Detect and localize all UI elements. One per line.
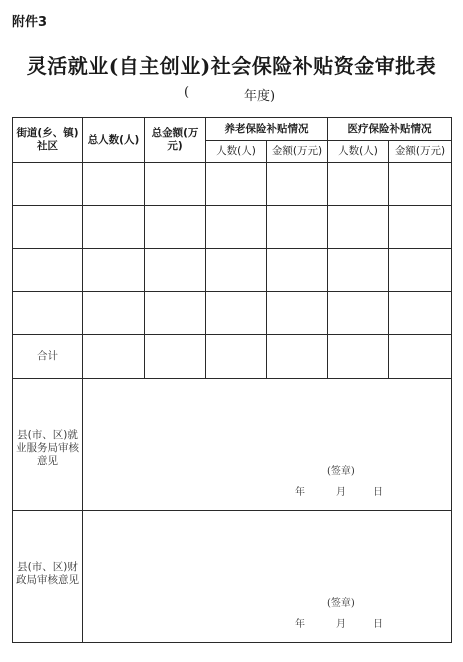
header-street: 街道(乡、镇)社区 (13, 118, 83, 163)
cell-total-amount[interactable] (145, 206, 206, 249)
cell-medical-people[interactable] (328, 163, 389, 206)
cell-medical-amount[interactable] (389, 292, 452, 335)
cell-medical-amount[interactable] (389, 249, 452, 292)
cell-street[interactable] (13, 292, 83, 335)
cell-medical-amount[interactable] (389, 206, 452, 249)
employment-bureau-seal: (签章) (327, 466, 355, 477)
finance-bureau-year: 年 (295, 619, 305, 630)
cell-pension-amount[interactable] (267, 292, 328, 335)
table-row (13, 206, 452, 249)
employment-bureau-year: 年 (295, 487, 305, 498)
cell-total-amount[interactable] (145, 249, 206, 292)
cell-pension-amount[interactable] (267, 163, 328, 206)
cell-pension-amount[interactable] (267, 249, 328, 292)
total-medical-amount-cell[interactable] (389, 335, 452, 379)
cell-street[interactable] (13, 249, 83, 292)
cell-total-people[interactable] (83, 292, 145, 335)
total-medical-people-cell[interactable] (328, 335, 389, 379)
cell-medical-people[interactable] (328, 206, 389, 249)
total-pension-people-cell[interactable] (206, 335, 267, 379)
total-amount-cell[interactable] (145, 335, 206, 379)
cell-total-people[interactable] (83, 163, 145, 206)
cell-pension-people[interactable] (206, 206, 267, 249)
year-open-paren: ( (184, 85, 190, 100)
cell-pension-amount[interactable] (267, 206, 328, 249)
attachment-label: 附件3 (12, 15, 48, 30)
header-pension-group: 养老保险补贴情况 (206, 118, 328, 141)
finance-bureau-opinion-label: 县(市、区)财政局审核意见 (13, 511, 83, 643)
table-row (13, 249, 452, 292)
cell-street[interactable] (13, 206, 83, 249)
total-pension-amount-cell[interactable] (267, 335, 328, 379)
finance-bureau-month: 月 (336, 619, 346, 630)
finance-bureau-opinion-field[interactable] (83, 511, 452, 643)
header-pension-amount: 金额(万元) (267, 141, 328, 163)
total-label: 合计 (13, 335, 83, 379)
header-medical-amount: 金额(万元) (389, 141, 452, 163)
cell-pension-people[interactable] (206, 163, 267, 206)
cell-medical-people[interactable] (328, 249, 389, 292)
table-row (13, 292, 452, 335)
approval-table (12, 117, 452, 643)
finance-bureau-seal: (签章) (327, 598, 355, 609)
cell-pension-people[interactable] (206, 249, 267, 292)
total-people-cell[interactable] (83, 335, 145, 379)
finance-bureau-day: 日 (373, 619, 383, 630)
cell-total-amount[interactable] (145, 163, 206, 206)
total-row (13, 335, 452, 379)
form-title: 灵活就业(自主创业)社会保险补贴资金审批表 (26, 54, 437, 78)
table-row (13, 163, 452, 206)
header-pension-people: 人数(人) (206, 141, 267, 163)
cell-total-people[interactable] (83, 249, 145, 292)
year-label: 年度) (244, 89, 276, 104)
cell-pension-people[interactable] (206, 292, 267, 335)
employment-bureau-day: 日 (373, 487, 383, 498)
employment-bureau-month: 月 (336, 487, 346, 498)
cell-medical-amount[interactable] (389, 163, 452, 206)
cell-street[interactable] (13, 163, 83, 206)
header-total-amount: 总金额(万元) (145, 118, 206, 163)
employment-bureau-opinion-field[interactable] (83, 379, 452, 511)
employment-bureau-opinion-row (13, 379, 452, 511)
header-medical-group: 医疗保险补贴情况 (328, 118, 452, 141)
header-total-people: 总人数(人) (83, 118, 145, 163)
cell-medical-people[interactable] (328, 292, 389, 335)
employment-bureau-opinion-label: 县(市、区)就业服务局审核意见 (13, 379, 83, 511)
cell-total-amount[interactable] (145, 292, 206, 335)
cell-total-people[interactable] (83, 206, 145, 249)
header-medical-people: 人数(人) (328, 141, 389, 163)
finance-bureau-opinion-row (13, 511, 452, 643)
